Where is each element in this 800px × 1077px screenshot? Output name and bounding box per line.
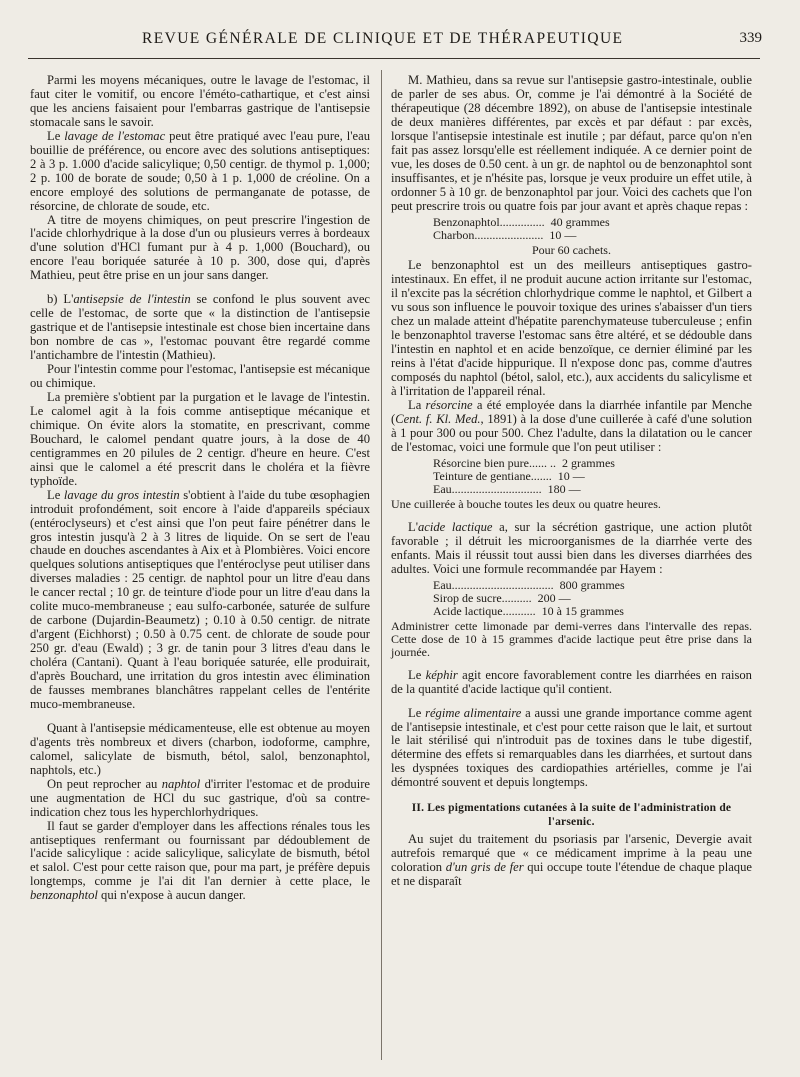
prescription-note: Une cuillerée à bouche toutes les deux ou quatre heures. <box>391 496 661 511</box>
prescription-line: Résorcine bien pure...... .. 2 grammes <box>433 455 615 470</box>
paragraph: Au sujet du traitement du psoriasis par l'arsenic, Devergie avait autrefois remarqué que « ce médicament imprime à la peau une coloration d'un gris de fer qui occupe toute l'étendue de chaque plaque et ne disparaît <box>391 832 752 889</box>
header-rule <box>28 58 760 59</box>
prescription-line: Charbon....................... 10 — <box>433 227 577 242</box>
prescription-line: Eau.............................. 180 — <box>433 481 581 496</box>
left-column <box>30 74 370 903</box>
prescription-line: Benzonaphtol............... 40 grammes <box>433 214 610 229</box>
page-header <box>24 30 762 56</box>
paragraph: La résorcine a été employée dans la diarrhée infantile par Menche (Cent. f. Kl. Med., 1891) à la dose d'une cuillerée à café d'une solution à 1 pour 300 ou pour 500. Chez l'adulte, dans la dilatation ou le cancer de l'estomac, voici une formule que l'on peut utiliser : <box>391 398 752 454</box>
paragraph: Quant à l'antisepsie médicamenteuse, elle est obtenue au moyen d'agents très nombreux et divers (charbon, iodoforme, camphre, calomel, salicylate de bismuth, bétol, salol, benzonaphtol, naphtols, etc.) <box>30 720 370 777</box>
right-column <box>391 74 752 889</box>
prescription-note: Administrer cette limonade par demi-verres dans l'intervalle des repas. Cette dose de 10 à 15 grammes d'acide lactique peut être prise dans la journée. <box>391 618 752 659</box>
paragraph: M. Mathieu, dans sa revue sur l'antisepsie gastro-intestinale, oublie de parler de ses abus. Or, comme je l'ai démontré à la Société de thérapeutique (28 décembre 1892), on abuse de l'antisepsie intestinale de deux manières différentes, par excès et par défaut : par excès, lorsque l'antisepsie intestinale est inutile ; par défaut, parce qu'on n'en fait pas assez lorsqu'elle est réellement indiquée. A ce dernier point de vue, les doses de 0.50 cent. à un gr. de naphtol ou de benzonaphtol sont insuffisantes, et je n'hésite pas, lorsque je veux produire un effet utile, à ordonner 5 à 10 gr. de benzonaphtol par jour. Voici des cachets que l'on peut prescrire trois ou quatre fois par jour avant et après chaque repas : <box>391 73 752 213</box>
section-heading: II. Les pigmentations cutanées à la suite de l'administration de l'arsenic. <box>411 802 732 829</box>
column-divider <box>381 70 382 1060</box>
running-title: REVUE GÉNÉRALE DE CLINIQUE ET DE THÉRAPEUTIQUE <box>142 30 624 47</box>
paragraph: Le képhir agit encore favorablement contre les diarrhées en raison de la quantité d'acide lactique qu'il contient. <box>391 667 752 696</box>
paragraph: La première s'obtient par la purgation et le lavage de l'intestin. Le calomel agit à la fois comme antiseptique mécanique et chimique. On évite alors la stomatite, en prescrivant, comme Bouchard, le calomel pendant quatre jours, à la dose de 40 centigrammes en 20 pilules de 2 centigr. d'heure en heure. C'est ainsi que le calomel a été prescrit dans le choléra et la fièvre typhoïde. <box>30 389 370 488</box>
paragraph: b) L'antisepsie de l'intestin se confond le plus souvent avec celle de l'estomac, de sorte que « la distinction de l'antisepsie gastrique et de l'antisepsie intestinale est chose bien incertaine dans bon nombre de cas », l'estomac pouvant être regardé comme l'antichambre de l'intestin (Mathieu). <box>30 292 371 363</box>
paragraph: Parmi les moyens mécaniques, outre le lavage de l'estomac, il faut citer le vomitif, ou encore l'éméto-cathartique, et c'est ainsi que les anciens faisaient pour l'embarras gastrique de l'antisepsie stomacale sans le savoir. <box>30 73 370 129</box>
paragraph: Le lavage de l'estomac peut être pratiqué avec l'eau pure, l'eau bouillie de préférence, ou encore avec des solutions antiseptiques: 2 à 3 p. 1.000 d'acide salicylique; 0,50 centigr. de thymol p. 1,000; 2 p. 100 de borate de soude; 0,50 à 1 p. 1,000 de créoline. On a encore employé des solutions de permanganate de potasse, de résorcine, de chlorate de soude, etc. <box>30 128 371 213</box>
prescription-line: Eau.................................. 800 grammes <box>433 577 625 592</box>
paragraph: Le benzonaphtol est un des meilleurs antiseptiques gastro-intestinaux. En effet, il ne produit aucune action irritante sur l'estomac, il n'excite pas la sécrétion chlorhydrique comme le naphtol, et Gilbert a vu sous son influence le pouvoir toxique des urines s'abaisser d'un tiers chez un malade atteint d'hépatite parenchymateuse tuberculeuse ; enfin le benzonaphtol traverse l'estomac sans être altéré, et se dédouble dans l'intestin en naphtol et en acide benzoïque, ce dernier éliminé par les reins à l'état d'acide hippurique. Il n'expose donc pas, comme d'autres composés du naphtol (bétol, salol, etc.), aux accidents du salicylisme et à l'irritation de l'appareil rénal. <box>391 258 752 399</box>
prescription-line: Acide lactique........... 10 à 15 grammes <box>433 603 624 618</box>
page-number: 339 <box>739 30 762 46</box>
paragraph: Le régime alimentaire a aussi une grande importance comme agent de l'antisepsie intestinale, et c'est pour cette raison que le lait, et surtout le lait stérilisé qui n'introduit pas de toxines dans le tube digestif, détermine des effets si remarquables dans les diarrhées, et surtout dans les dyspnées toxiques des cardiopathies artérielles, comme je l'ai démontré souvent et depuis longtemps. <box>391 705 752 790</box>
paragraph: Le lavage du gros intestin s'obtient à l'aide du tube œsophagien introduit profondément, soit encore à l'aide d'appareils spéciaux (entéroclyseurs) et c'est ainsi que l'on peut faire pénétrer dans le gros intestin jusqu'à 2 à 3 litres de liquide. On se sert de l'eau chaude en douches ascendantes à Aix et à Plombières. Voici encore quelques solutions antiseptiques que l'entéroclyse peut utiliser dans diverses maladies : 25 centigr. de naphtol pour un litre d'eau dans le cancer rectal ; 10 gr. de teinture d'iode pour un litre d'eau dans la colite muco-membraneuse ; eau sulfo-carbonée, saturée de sulfure de carbone (Dujardin-Beaumetz) ; 0.10 à 0.50 centigr. de nitrate d'argent (Eichhorst) ; 0.50 à 0.75 cent. de chlorate de soude pour 250 gr. d'eau (Ewald) ; 3 gr. de tanin pour 3 litres d'eau dans le choléra (Cantani). Quant à l'eau boriquée saturée, elle produirait, d'après Bouchard, une irritation du gros intestin avec élimination de fausses membranes blanchâtres rappelant celles de l'entérite muco-membraneuse. <box>30 487 370 711</box>
paragraph: On peut reprocher au naphtol d'irriter l'estomac et de produire une augmentation de HCl du suc gastrique, d'où sa contre-indication chez tous les hyperchlorhydriques. <box>30 776 370 819</box>
prescription-line: Teinture de gentiane....... 10 — <box>433 468 585 483</box>
paragraph: A titre de moyens chimiques, on peut prescrire l'ingestion de l'acide chlorhydrique à la dose d'un ou plusieurs verres à bordeaux d'une solution d'HCl fumant pur à 4 p. 1,000 (Bouchard), ou encore l'eau boriquée saturée à 10 p. 300, dose qui, d'après Mathieu, peut être prise en un jour sans danger. <box>30 212 370 283</box>
prescription <box>433 457 752 496</box>
prescription <box>433 216 752 242</box>
paragraph: Il faut se garder d'employer dans les affections rénales tous les antiseptiques renfermant ou fournissant par dédoublement de l'acide salicylique : acide salicylique, salicylate de bismuth, bétol et salol. C'est pour cette raison que, pour ma part, je préfère depuis longtemps, comme je l'ai dit l'an dernier à cette place, le benzonaphtol qui n'expose à aucun danger. <box>30 818 370 903</box>
prescription-note: Pour 60 cachets. <box>532 242 611 257</box>
prescription-line: Sirop de sucre.......... 200 — <box>433 590 571 605</box>
paragraph: Pour l'intestin comme pour l'estomac, l'antisepsie est mécanique ou chimique. <box>30 362 370 391</box>
prescription <box>433 579 752 618</box>
paragraph: L'acide lactique a, sur la sécrétion gastrique, une action plutôt favorable ; il détruit les microorganismes de la diarrhée verte des enfants. Mais il réussit tout aussi bien dans les diverses diarrhées des adultes. Voici une formule recommandée par Hayem : <box>391 519 752 576</box>
